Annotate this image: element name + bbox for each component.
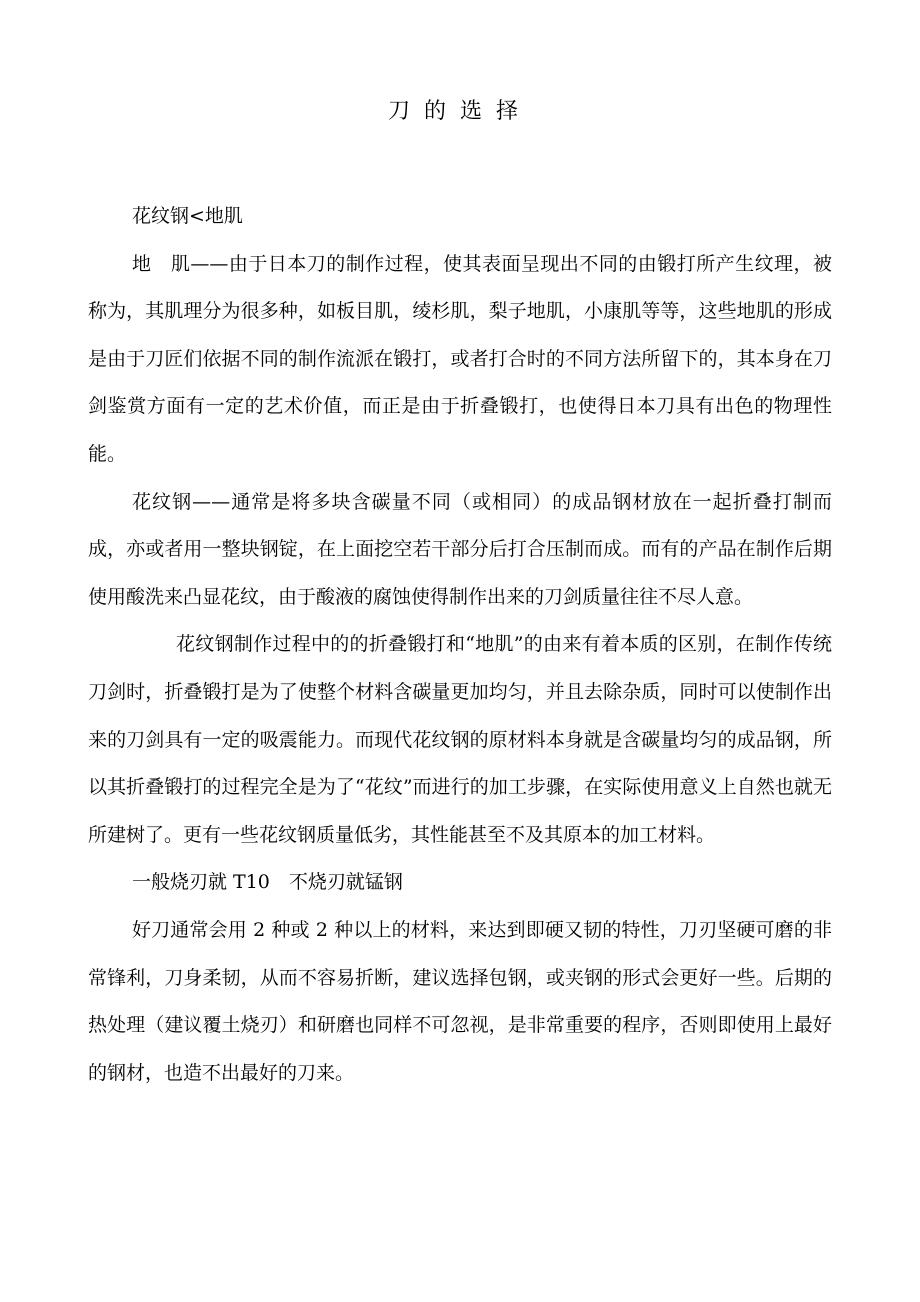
paragraph-damascus: 花纹钢——通常是将多块含碳量不同（或相同）的成品钢材放在一起折叠打制而成，亦或者用一整块钢锭，在上面挖空若干部分后打合压制而成。而有的产品在制作后期使用酸洗来凸显花纹，由于酸液的腐蚀使得制作出来的刀剑质量往往不尽人意。 <box>88 490 832 608</box>
paragraph-folding-comparison: 花纹钢制作过程中的的折叠锻打和“地肌”的由来有着本质的区别，在制作传统刀剑时，折叠锻打是为了使整个材料含碳量更加均匀，并且去除杂质，同时可以使制作出来的刀剑具有一定的吸震能力。而现代花纹钢的原材料本身就是含碳量均匀的成品钢，所以其折叠锻打的过程完全是为了“花纹”而进行的加工步骤，在实际使用意义上自然也就无所建树了。更有一些花纹钢质量低劣，其性能甚至不及其原本的加工材料。 <box>88 633 832 846</box>
paragraph-steel-choice: 一般烧刃就 T10 不烧刃就锰钢 <box>132 871 403 894</box>
paragraph-good-knife: 好刀通常会用 2 种或 2 种以上的材料，来达到即硬又韧的特性，刀刃坚硬可磨的非常锋利，刀身柔韧，从而不容易折断，建议选择包钢，或夹钢的形式会更好一些。后期的热处理（建议覆土烧刃）和研磨也同样不可忽视，是非常重要的程序，否则即使用上最好的钢材，也造不出最好的刀来。 <box>88 918 832 1084</box>
paragraph-subheading: 花纹钢<地肌 <box>132 205 243 227</box>
paragraph-jihada: 地 肌——由于日本刀的制作过程，使其表面呈现出不同的由锻打所产生纹理，被称为，其肌理分为很多种，如板目肌，绫杉肌，梨子地肌，小康肌等等，这些地肌的形成是由于刀匠们依据不同的制作流派在锻打，或者打合时的不同方法所留下的，其本身在刀剑鉴赏方面有一定的艺术价值，而正是由于折叠锻打，也使得日本刀具有出色的物理性能。 <box>88 252 832 465</box>
document-body <box>88 193 832 1097</box>
page-title: 刀的选择 <box>387 99 532 124</box>
